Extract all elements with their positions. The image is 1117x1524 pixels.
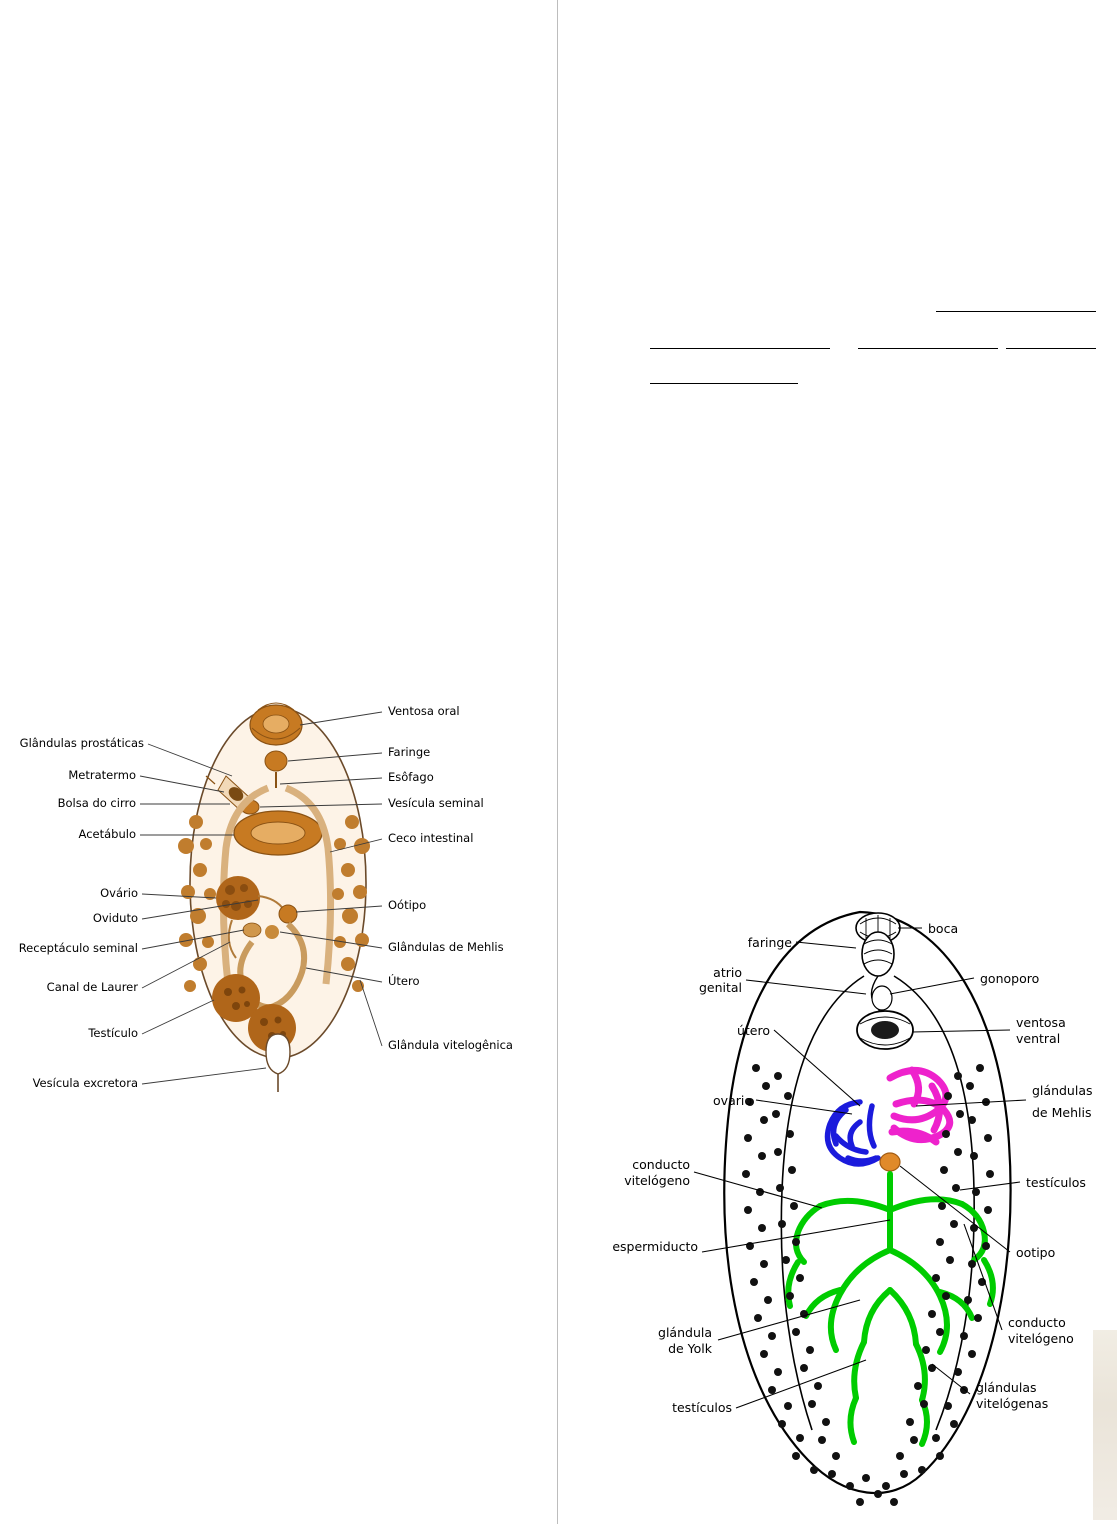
- label-ventral: ventral: [1016, 1031, 1061, 1046]
- text-rule-2: [650, 348, 830, 349]
- label-espermiducto: espermiducto: [612, 1239, 698, 1254]
- label-glandulas-vitelogenas-b: vitelógenas: [976, 1396, 1049, 1411]
- label-conducto-vitelogeno-1: conducto: [632, 1157, 690, 1172]
- label-glandulas-prostaticas: Glândulas prostáticas: [19, 736, 144, 750]
- label-canal-de-laurer: Canal de Laurer: [46, 980, 138, 994]
- label-ceco-intestinal: Ceco intestinal: [388, 831, 474, 845]
- label-ovario-es: ovario: [713, 1093, 752, 1108]
- figure-trematode-spanish: [560, 890, 1117, 1524]
- label-boca: boca: [928, 921, 959, 936]
- figure-trematode-portuguese: [0, 680, 557, 1140]
- label-gonoporo: gonoporo: [980, 971, 1040, 986]
- label-glandula-vitelogenica: Glândula vitelogênica: [388, 1038, 513, 1052]
- label-genital: genital: [698, 980, 742, 995]
- label-faringe: Faringe: [388, 745, 431, 759]
- label-glandula-de-yolk-a: glándula: [658, 1325, 712, 1340]
- label-atrio: atrio: [713, 965, 742, 980]
- label-faringe-es: faringe: [747, 935, 792, 950]
- ovary: [216, 876, 260, 920]
- text-rule-4: [1006, 348, 1096, 349]
- label-glandulas-mehlis-a: glándulas: [1032, 1083, 1093, 1098]
- label-ootipo-es: ootipo: [1016, 1245, 1056, 1260]
- label-testiculos-der: testículos: [1026, 1175, 1086, 1190]
- label-receptaculo-seminal: Receptáculo seminal: [18, 941, 138, 955]
- pharynx: [265, 751, 287, 771]
- label-testiculo: Testículo: [88, 1026, 138, 1040]
- text-rule-3: [858, 348, 998, 349]
- label-ventosa: ventosa: [1016, 1015, 1066, 1030]
- label-utero-es: útero: [736, 1023, 770, 1038]
- ootype: [279, 905, 297, 923]
- label-conducto-vitelogeno-1b: vitelógeno: [624, 1173, 690, 1188]
- label-bolsa-do-cirro: Bolsa do cirro: [57, 796, 136, 810]
- label-glandulas-vitelogenas-a: glándulas: [976, 1380, 1037, 1395]
- mehlis-gland: [265, 925, 279, 939]
- page-edge-strip: [1093, 1330, 1117, 1520]
- label-testiculos-izq: testículos: [672, 1400, 732, 1415]
- label-ootipo: Oótipo: [388, 898, 427, 912]
- ventral-sucker: [857, 1011, 913, 1049]
- label-ovario: Ovário: [100, 886, 138, 900]
- label-glandulas-de-mehlis: Glândulas de Mehlis: [388, 940, 504, 954]
- text-rule-1: [936, 311, 1096, 312]
- seminal-receptacle: [243, 923, 261, 937]
- column-divider: [557, 0, 558, 1524]
- label-conducto-vitelogeno-2b: vitelógeno: [1008, 1331, 1074, 1346]
- label-ventosa-oral: Ventosa oral: [388, 704, 460, 718]
- acetabulum: [234, 811, 322, 855]
- ootype: [880, 1153, 900, 1171]
- oral-sucker: [250, 703, 302, 745]
- text-rule-5: [650, 383, 798, 384]
- label-acetabulo: Acetábulo: [78, 827, 136, 841]
- label-glandula-de-yolk-b: de Yolk: [668, 1341, 712, 1356]
- pharynx: [862, 932, 894, 976]
- label-esofago: Esôfago: [388, 770, 434, 784]
- label-oviduto: Oviduto: [92, 911, 138, 925]
- excretory-vesicle: [266, 1034, 290, 1092]
- label-vesicula-seminal: Vesícula seminal: [388, 796, 484, 810]
- label-glandulas-mehlis-b: de Mehlis: [1032, 1105, 1092, 1120]
- label-metratermo: Metratermo: [68, 768, 136, 782]
- label-conducto-vitelogeno-2a: conducto: [1008, 1315, 1066, 1330]
- label-vesicula-excretora: Vesícula excretora: [32, 1076, 138, 1090]
- label-utero: Útero: [388, 974, 420, 988]
